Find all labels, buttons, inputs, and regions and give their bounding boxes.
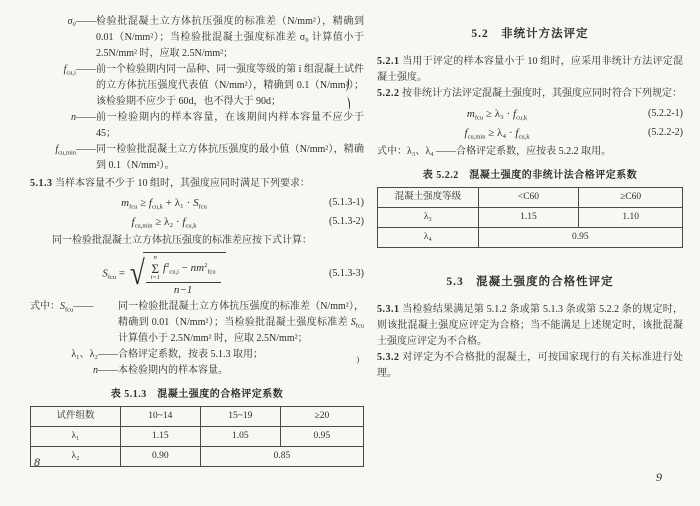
em-dash: —— — [76, 64, 96, 75]
radicand — [143, 252, 226, 296]
var-f: f — [515, 127, 519, 139]
definition-term — [30, 142, 96, 158]
fraction — [146, 255, 221, 296]
symbol-Sfcu: S — [350, 317, 356, 329]
var-n: n — [190, 261, 197, 274]
definition-term — [30, 14, 96, 30]
operator: − — [181, 261, 188, 274]
equation-number: (5.2.2-1) — [648, 108, 683, 119]
var-sub: fcu — [129, 203, 138, 211]
table-cell: λ₄ — [378, 228, 479, 248]
definition-sigma0 — [30, 14, 364, 62]
table-header-row — [31, 407, 364, 427]
numerator-terms — [163, 262, 216, 274]
table-cell: 1.15 — [478, 208, 579, 228]
em-dash: —— — [73, 301, 94, 313]
sum-upper: n — [153, 254, 157, 261]
operator: · — [186, 197, 191, 209]
clause-513 — [30, 176, 364, 192]
summation — [151, 255, 160, 281]
operator: · — [506, 108, 511, 120]
table-header-cell: 10~14 — [120, 407, 200, 427]
var-sub: cu,i — [169, 268, 179, 276]
symbol-fcui: f — [63, 64, 67, 75]
scan-artifact — [354, 356, 359, 364]
page-number-right: 9 — [656, 470, 662, 484]
fraction-numerator — [146, 255, 221, 283]
definition-text: 合格评定系数，应按表 5.2.2 取用。 — [456, 146, 612, 157]
table-cell: λ₁ — [31, 427, 121, 447]
clause-number: 5.2.1 — [377, 56, 400, 67]
var-sub: cu,k — [185, 222, 197, 230]
table-cell: 0.90 — [120, 447, 200, 467]
operator: · — [175, 216, 180, 228]
var-sup: 2 — [166, 261, 170, 269]
clause-number: 5.1.3 — [30, 178, 53, 189]
table-cell: 1.15 — [120, 427, 200, 447]
definition-text: 同一检验批混凝土立方体抗压强度的标准差（N/mm²），精确到 0.01（N/mm²）；当检验批混凝土强度标准差 — [118, 301, 364, 329]
var-m: m — [121, 197, 130, 209]
equation-number: (5.2.2-2) — [648, 127, 683, 138]
page-left — [30, 14, 364, 467]
formula-5132 — [30, 214, 364, 230]
clause-text: 当样本容量不少于 10 组时，其强度应同时满足下列要求： — [55, 178, 310, 189]
table-cell-merged: 0.95 — [478, 228, 682, 248]
definition-term — [30, 110, 96, 126]
var-f: f — [131, 216, 135, 228]
shizhong-prefix: 式中： — [377, 146, 407, 157]
equation-number: (5.1.3-2) — [329, 216, 364, 227]
var-sub: fcu — [107, 274, 117, 282]
table-header-cell: 试件组数 — [31, 407, 121, 427]
table-row — [378, 208, 683, 228]
shizhong-prefix: 式中： — [30, 301, 60, 313]
definition-text: 合格评定系数，按表 5.1.3 取用； — [118, 349, 263, 361]
operator: · — [508, 127, 513, 139]
var-S: S — [193, 197, 199, 209]
symbol-n: n — [71, 112, 76, 123]
var-f: f — [148, 197, 152, 209]
definition-fcumin — [30, 142, 364, 174]
formula-body — [30, 195, 298, 211]
table-522 — [377, 187, 683, 248]
formula-body — [30, 214, 298, 230]
clause-number: 5.2.2 — [377, 88, 400, 99]
table-cell: 0.95 — [280, 427, 363, 447]
section-heading-52: 5.2 非统计方法评定 — [471, 28, 589, 40]
equation-number: (5.1.3-1) — [329, 197, 364, 208]
em-dash: —— — [76, 144, 96, 155]
table-cell: λ₃ — [378, 208, 479, 228]
definition-text: 前一检验期内的样本容量，在该期间内样本容量不应少于 45； — [96, 112, 364, 139]
clause-532 — [377, 350, 683, 382]
var-f: f — [182, 216, 186, 228]
table-header-cell: ≥C60 — [579, 188, 683, 208]
table-row — [31, 447, 364, 467]
table-header-cell: 15~19 — [200, 407, 280, 427]
definition-text: 同一检验批混凝土立方体抗压强度的最小值（N/mm²），精确到 0.1（N/mm²）。 — [96, 144, 364, 171]
var-lambda1: λ₁ — [174, 197, 184, 209]
symbol-subscript: fcu — [65, 306, 74, 314]
definition-n-current — [30, 363, 364, 379]
table-522-title: 表 5.2.2 混凝土强度的非统计法合格评定系数 — [422, 170, 638, 181]
radical-sign: √ — [129, 255, 145, 293]
definition-text: 检验批混凝土立方体抗压强度的标准差（N/mm²），精确到 0.01（N/mm²）；当检验批混凝土强度标准差 σ₀ 计算值小于 2.5N/mm² 时，应取 2.5N/mm²； — [96, 16, 364, 59]
definition-term — [30, 347, 118, 363]
var-m: m — [196, 261, 205, 274]
var-sub: cu,min — [134, 222, 153, 230]
em-dash: —— — [436, 146, 457, 157]
symbol-fcumin: f — [55, 144, 59, 155]
symbol-lambda34: λ₃、λ₄ — [407, 146, 434, 157]
clause-text: 同一检验批混凝土立方体抗压强度的标准差应按下式计算： — [52, 235, 312, 246]
clause-513-std-text — [30, 233, 364, 249]
var-f: f — [513, 108, 517, 120]
formula-body — [377, 106, 617, 122]
clause-521 — [377, 54, 683, 86]
var-sub: cu,min — [467, 133, 486, 141]
var-sub: cu,k — [516, 114, 528, 122]
em-dash: —— — [76, 112, 96, 123]
clause-number: 5.3.1 — [377, 304, 400, 315]
var-sub: cu,k — [518, 133, 530, 141]
formula-body — [30, 252, 298, 296]
clause-text: 当用于评定的样本容量小于 10 组时，应采用非统计方法评定混凝土强度。 — [377, 56, 684, 83]
var-m: m — [466, 108, 475, 120]
definition-term — [30, 363, 118, 379]
table-header-cell: ≥20 — [280, 407, 363, 427]
operator: + — [165, 197, 172, 209]
relation: ≥ — [485, 108, 492, 120]
relation: ≥ — [488, 127, 495, 139]
table-cell-merged: 0.85 — [200, 447, 363, 467]
table-cell: 1.10 — [579, 208, 683, 228]
relation: ≥ — [140, 197, 147, 209]
equation-number: (5.1.3-3) — [329, 268, 364, 280]
clause-text: 对评定为不合格批的混凝土，可按国家现行的有关标准进行处理。 — [377, 352, 684, 379]
table-cell: 1.05 — [200, 427, 280, 447]
var-lambda3: λ₃ — [494, 108, 504, 120]
table-cell: λ₂ — [31, 447, 121, 467]
page-number-left: 8 — [34, 455, 40, 469]
var-sup: 2 — [204, 261, 208, 269]
formula-5131 — [30, 195, 364, 211]
var-sub: fcu — [207, 268, 216, 276]
sum-symbol: Σ — [151, 260, 160, 276]
definition-term — [30, 299, 118, 315]
symbol-subscript: cu,min — [58, 149, 76, 157]
clause-531 — [377, 302, 683, 350]
page-right — [377, 26, 683, 382]
relation: ≥ — [155, 216, 162, 228]
definition-term — [30, 62, 96, 78]
formula-5133 — [30, 252, 364, 296]
clause-text: 当检验结果满足第 5.1.2 条或第 5.1.3 条或第 5.2.2 条的规定时，则该批混凝土强度应评定为合格；当不能满足上述规定时，该批混凝土强度应评定为不合格。 — [377, 304, 684, 347]
clause-522 — [377, 86, 683, 102]
table-header-row — [378, 188, 683, 208]
definition-text: 计算值小于 2.5N/mm² 时，应取 2.5N/mm²； — [118, 333, 308, 345]
symbol-Sfcu: S — [60, 301, 65, 313]
symbol-lambda12: λ₁、λ₂ — [71, 349, 98, 361]
var-sub: fcu — [474, 114, 484, 122]
table-row — [378, 228, 683, 248]
var-f: f — [464, 127, 468, 139]
table-row — [31, 427, 364, 447]
var-f: f — [163, 261, 167, 274]
radical-expression — [128, 252, 226, 296]
symbol-subscript: fcu — [355, 322, 364, 330]
definition-lambda34 — [377, 144, 683, 160]
var-sub: cu,k — [151, 203, 163, 211]
definition-text: 前一个检验期内同一品种、同一强度等级的第 i 组混凝土试件的立方体抗压强度代表值（N/mm²），精确到 0.1（N/mm²）；该检验期不应少于 60d，也不得大于 90d； — [96, 64, 364, 107]
section-heading-53: 5.3 混凝土强度的合格性评定 — [446, 276, 614, 288]
clause-text: 按非统计方法评定混凝土强度时，其强度应同时符合下列规定： — [402, 88, 682, 99]
symbol-n: n — [93, 365, 98, 377]
sum-lower: i=1 — [150, 273, 161, 281]
clause-number: 5.3.2 — [377, 352, 400, 363]
table-513 — [30, 406, 364, 467]
em-dash: —— — [98, 349, 118, 361]
fraction-denominator: n−1 — [173, 284, 193, 296]
symbol-subscript: cu,i — [66, 69, 76, 77]
var-S: S — [102, 267, 108, 280]
definition-text: 本检验期内的样本容量。 — [118, 365, 228, 377]
definition-fcui — [30, 62, 364, 110]
formula-body — [377, 125, 617, 141]
table-header-cell: 混凝土强度等级 — [378, 188, 479, 208]
em-dash: —— — [76, 16, 96, 27]
var-sub: fcu — [198, 203, 207, 211]
definition-lambda12 — [30, 347, 364, 363]
table-513-title: 表 5.1.3 混凝土强度的合格评定系数 — [110, 389, 284, 401]
em-dash: —— — [98, 365, 118, 377]
table-header-cell: <C60 — [478, 188, 579, 208]
definition-n — [30, 110, 364, 142]
relation: = — [118, 267, 126, 280]
var-lambda2: λ₂ — [164, 216, 174, 228]
formula-5221 — [377, 106, 683, 122]
symbol-sigma0: σ₀ — [67, 16, 76, 27]
var-lambda4: λ₄ — [497, 127, 507, 139]
formula-5222 — [377, 125, 683, 141]
definition-Sfcu — [30, 299, 364, 347]
